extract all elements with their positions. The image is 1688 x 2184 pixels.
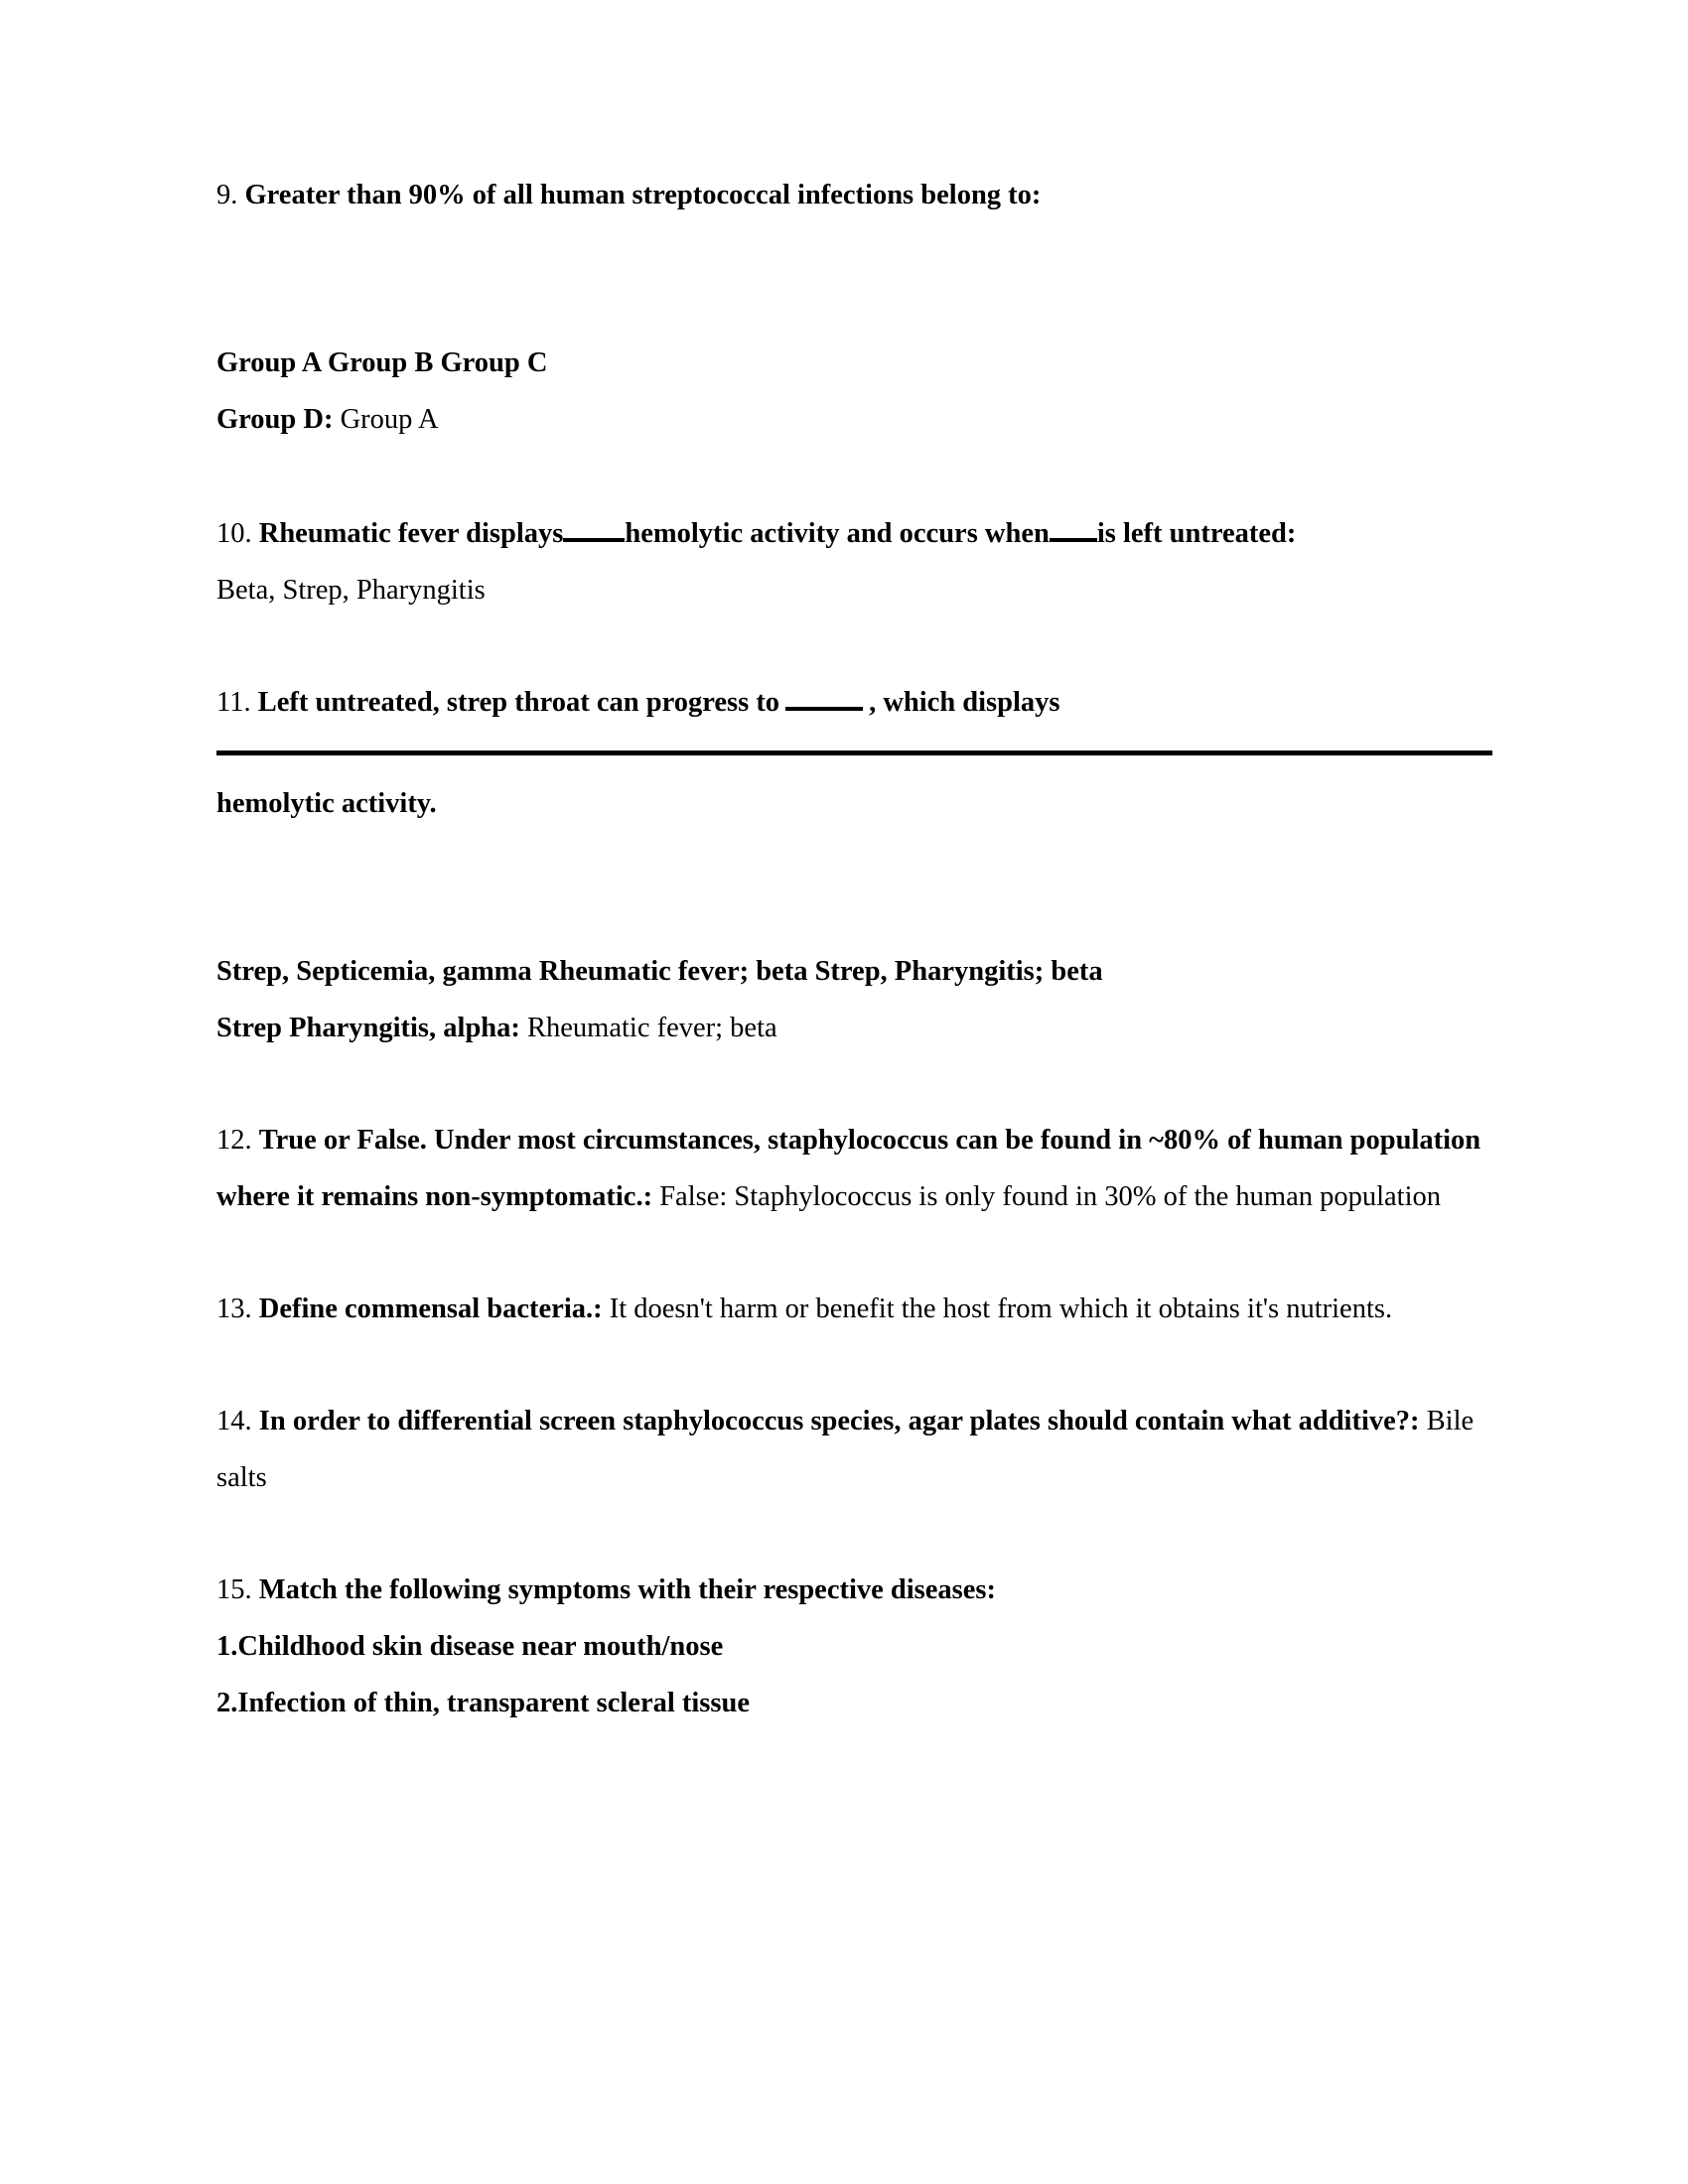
- answer-choices-11-line1: Strep, Septicemia, gamma Rheumatic fever; beta Strep, Pharyngitis; beta: [216, 956, 1103, 987]
- fill-in-blank-11b-rule[interactable]: [216, 751, 1492, 755]
- spacer: [216, 223, 1497, 335]
- question-item-11: [216, 674, 1497, 731]
- question-number-10: 10.: [216, 518, 252, 549]
- answer-value-14: Bile salts: [216, 1406, 1475, 1493]
- question-item-9: [216, 167, 1497, 223]
- question-text-12: True or False. Under most circumstances, staphylococcus can be found in ~80% of human population where it remains non-symptomatic.:: [216, 1125, 1481, 1212]
- answer-value-12: False: Staphylococcus is only found in 30% of the human population: [659, 1181, 1442, 1212]
- question-number-15: 15.: [216, 1574, 252, 1605]
- question-text-10-part2: hemolytic activity and occurs when: [625, 518, 1050, 549]
- question-number-14: 14.: [216, 1406, 252, 1436]
- question-text-10-part3: is left untreated:: [1096, 518, 1297, 549]
- question-text-13: Define commensal bacteria.:: [258, 1294, 603, 1324]
- question-item-10: [216, 505, 1497, 562]
- spacer: [216, 832, 1497, 943]
- answer-value-11: Rheumatic fever; beta: [527, 1013, 777, 1043]
- fill-in-blank-10a[interactable]: [563, 516, 625, 542]
- spacer: [216, 618, 1497, 674]
- question-text-15: Match the following symptoms with their respective diseases:: [258, 1574, 996, 1605]
- fill-in-blank-10b[interactable]: [1050, 516, 1097, 542]
- spacer: [216, 1225, 1497, 1281]
- question-number-13: 13.: [216, 1294, 252, 1324]
- answer-choice-label-9: Group D:: [216, 404, 334, 435]
- answer-value-13: It doesn't harm or benefit the host from which it obtains it's nutrients.: [609, 1294, 1393, 1324]
- question-item-12: [216, 1112, 1497, 1225]
- question-text-9: Greater than 90% of all human streptococcal infections belong to:: [244, 180, 1042, 210]
- question-text-11-part3: hemolytic activity.: [216, 788, 437, 819]
- question-text-11-part1: Left untreated, strep throat can progress to: [257, 687, 780, 718]
- answer-value-9: Group A: [340, 404, 439, 435]
- question-number-9: 9.: [216, 180, 238, 210]
- answer-line-9: [216, 391, 1497, 448]
- answer-line-11: [216, 1000, 1497, 1056]
- answer-choice-label-11: Strep Pharyngitis, alpha:: [216, 1013, 520, 1043]
- match-sub-item-2: 2.Infection of thin, transparent scleral tissue: [216, 1688, 750, 1718]
- question-number-12: 12.: [216, 1125, 252, 1156]
- question-item-14: [216, 1393, 1497, 1506]
- spacer: [216, 1506, 1497, 1562]
- spacer: [216, 1056, 1497, 1112]
- answer-value-10: Beta, Strep, Pharyngitis: [216, 575, 486, 606]
- question-item-15: [216, 1562, 1497, 1618]
- document-body: [216, 167, 1497, 1731]
- answer-choices-9-line1: Group A Group B Group C: [216, 347, 548, 378]
- match-sub-item-1: 1.Childhood skin disease near mouth/nose: [216, 1631, 724, 1662]
- question-text-11-part2: , which displays: [869, 687, 1060, 718]
- question-number-11: 11.: [216, 687, 251, 718]
- question-item-13: [216, 1281, 1497, 1337]
- question-text-14: In order to differential screen staphylococcus species, agar plates should contain what additive?:: [258, 1406, 1420, 1436]
- question-text-10-part1: Rheumatic fever displays: [258, 518, 564, 549]
- fill-in-blank-11a[interactable]: [785, 685, 863, 711]
- spacer: [216, 1337, 1497, 1393]
- spacer: [216, 448, 1497, 505]
